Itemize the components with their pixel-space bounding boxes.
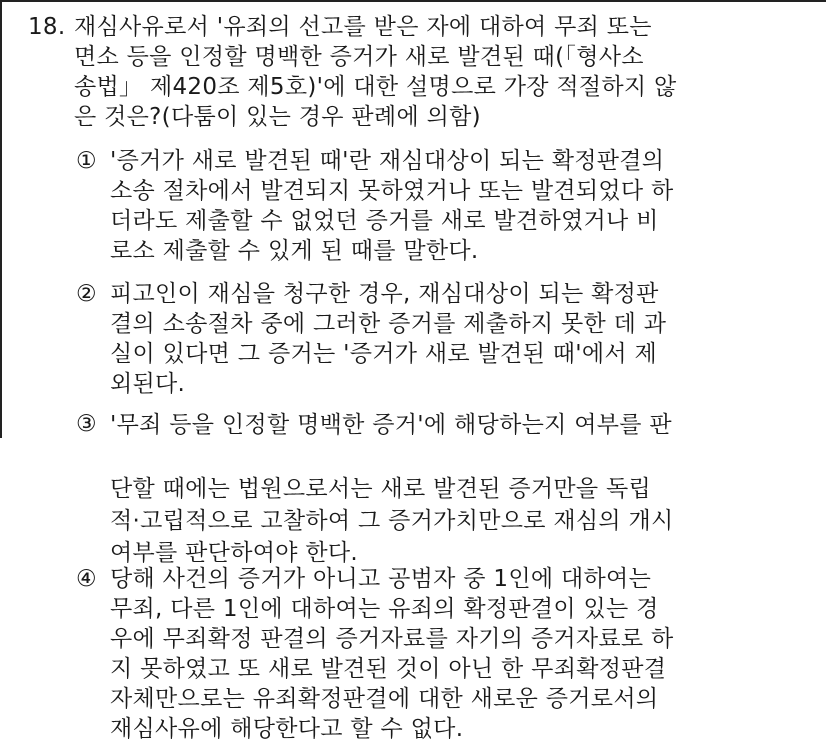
question-text: 재심사유로서 '유죄의 선고를 받은 자에 대하여 무죄 또는 면소 등을 인정할 명백한 증거가 새로 발견된 때(「형사소 송법」 제420조 제5호)'에 대한 설명으로 가장 적절하지 않 은 것은?(다툼이 있는 경우 판례에 의함) xyxy=(74,14,677,130)
option-text-3: '무죄 등을 인정할 명백한 증거'에 해당하는지 여부를 판 단할 때에는 법원으로서는 새로 발견된 증거만을 독립 적·고립적으로 고찰하여 그 증거가치만으로 재심의 개시 여부를 판단하여야 한다. xyxy=(110,412,674,566)
option-text-2: 피고인이 재심을 청구한 경우, 재심대상이 되는 확정판 결의 소송절차 중에 그러한 증거를 제출하지 못한 데 과 실이 있다면 그 증거는 '증거가 새로 발견된 때'에서 제 외된다. xyxy=(110,281,667,397)
answer-option-1[interactable] xyxy=(76,146,796,266)
answer-option-4[interactable] xyxy=(76,564,796,744)
question-stem xyxy=(28,12,798,132)
answer-option-3[interactable] xyxy=(76,409,796,569)
option-marker-1: ① xyxy=(76,148,97,174)
left-border xyxy=(0,0,2,438)
top-border xyxy=(0,0,826,2)
option-marker-3: ③ xyxy=(76,411,97,437)
option-marker-2: ② xyxy=(76,281,97,307)
option-text-1: '증거가 새로 발견된 때'란 재심대상이 되는 확정판결의 소송 절차에서 발견되지 못하였거나 또는 발견되었다 하 더라도 제출할 수 없었던 증거를 새로 발견하였거나 비 로소 제출할 수 있게 된 때를 말한다. xyxy=(110,148,674,264)
answer-option-2[interactable] xyxy=(76,279,796,399)
option-text-4: 당해 사건의 증거가 아니고 공범자 중 1인에 대하여는 무죄, 다른 1인에 대하여는 유죄의 확정판결이 있는 경 우에 무죄확정 판결의 증거자료를 자기의 증거자료로 하 지 못하였고 또 새로 발견된 것이 아닌 한 무죄확정판결 자체만으로는 유죄확정판결에 대한 새로운 증거로서의 재심사유에 해당한다고 할 수 없다. xyxy=(110,566,674,742)
option-marker-4: ④ xyxy=(76,566,97,592)
question-number: 18. xyxy=(28,14,66,40)
